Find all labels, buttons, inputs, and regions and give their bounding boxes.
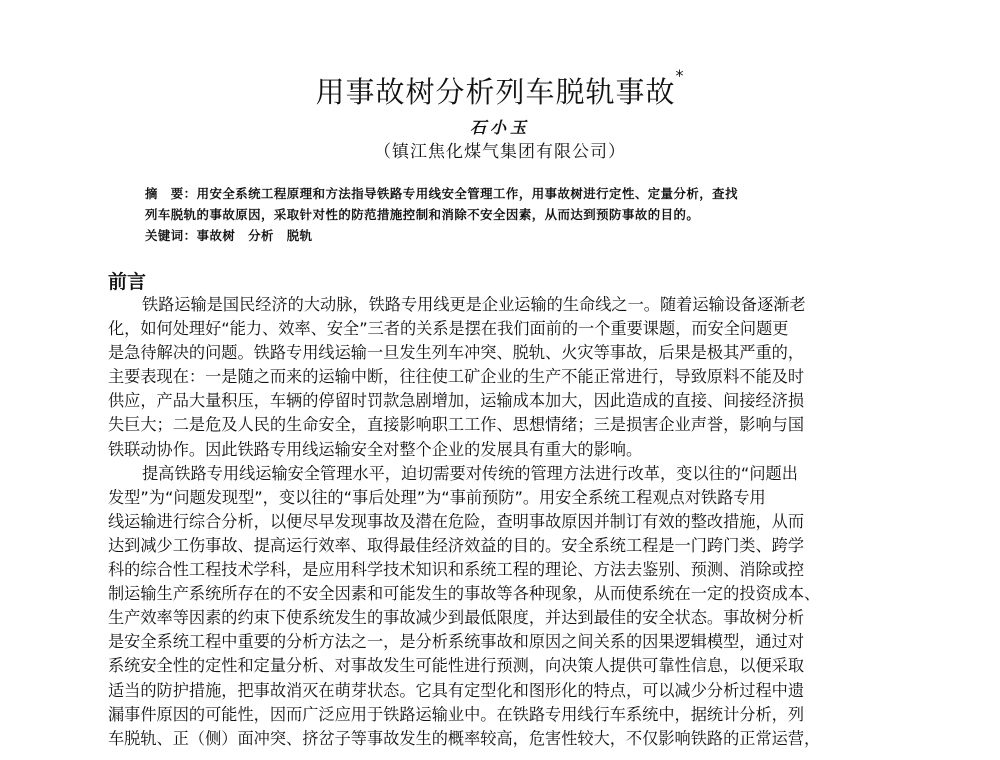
body-line: 线运输进行综合分析，以便尽早发现事故及潜在危险，查明事故原因并制订有效的整改措施，从而: [108, 511, 805, 531]
author-name: 石小玉: [469, 118, 530, 137]
abstract-line: [145, 183, 865, 204]
body-line: 主要表现在：一是随之而来的运输中断，往往使工矿企业的生产不能正常进行，导致原料不能及时: [108, 367, 805, 387]
body-line: 达到减少工伤事故、提高运行效率、取得最佳经济效益的目的。安全系统工程是一门跨门类、跨学: [108, 535, 805, 555]
keywords-line: [145, 225, 865, 246]
body-line: 铁联动协作。因此铁路专用线运输安全对整个企业的发展具有重大的影响。: [108, 439, 643, 459]
body-line: 漏事件原因的可能性，因而广泛应用于铁路运输业中。在铁路专用线行车系统中，据统计分析，列: [108, 704, 805, 724]
body-line: 适当的防护措施，把事故消灭在萌芽状态。它具有定型化和图形化的特点，可以减少分析过程中遗: [108, 680, 805, 700]
paper-title: [0, 66, 1000, 111]
abstract-block: [145, 183, 865, 246]
body-line: 提高铁路专用线运输安全管理水平，迫切需要对传统的管理方法进行改革，变以往的“问题出: [142, 463, 798, 483]
body-line: 铁路运输是国民经济的大动脉，铁路专用线更是企业运输的生命线之一。随着运输设备逐渐老: [142, 295, 806, 314]
body-line: 车脱轨、正（侧）面冲突、挤岔子等事故发生的概率较高，危害性较大，不仅影响铁路的正常运营，: [108, 728, 821, 748]
author-affiliation: （镇江焦化煤气集团有限公司）: [374, 142, 626, 162]
body-line: 供应，产品大量积压，车辆的停留时罚款急剧增加，运输成本加大，因此造成的直接、间接经济损: [108, 391, 805, 411]
body-text: [108, 293, 898, 751]
body-line: 系统安全性的定性和定量分析、对事故发生可能性进行预测，向决策人提供可靠性信息，以便采取: [108, 656, 805, 676]
body-line: 是急待解决的问题。铁路专用线运输一旦发生列车冲突、脱轨、火灾等事故，后果是极其严重的，: [108, 343, 805, 363]
body-line: 科的综合性工程技术学科，是应用科学技术知识和系统工程的理论、方法去鉴别、预测、消除或控: [108, 560, 805, 580]
body-line: 化，如何处理好“能力、效率、安全”三者的关系是摆在我们面前的一个重要课题，而安全问题更: [108, 319, 789, 339]
body-line: 发型”为“问题发现型”，变以往的“事后处理”为“事前预防”。用安全系统工程观点对铁路专用: [108, 487, 766, 507]
body-line: 是安全系统工程中重要的分析方法之一，是分析系统事故和原因之间关系的因果逻辑模型，通过对: [108, 632, 805, 652]
keywords-label: 关键词：: [145, 228, 197, 243]
body-line: 失巨大；二是危及人民的生命安全，直接影响职工工作、思想情绪；三是损害企业声誉，影响与国: [108, 415, 805, 435]
abstract-label: 摘 要：: [145, 186, 197, 201]
keywords-text: 事故树 分析 脱轨: [196, 228, 313, 243]
title-footnote-mark: *: [675, 66, 685, 85]
paper-title-text: 用事故树分析列车脱轨事故: [315, 75, 676, 109]
abstract-text: 用安全系统工程原理和方法指导铁路专用线安全管理工作，用事故树进行定性、定量分析，查找: [196, 186, 738, 201]
body-line: 生产效率等因素的约束下使系统发生的事故减少到最低限度，并达到最佳的安全状态。事故树分析: [108, 608, 805, 628]
section-heading: 前言: [108, 271, 147, 293]
body-line: 制运输生产系统所存在的不安全因素和可能发生的事故等各种现象，从而使系统在一定的投资成本、: [108, 584, 821, 604]
abstract-line: 列车脱轨的事故原因，采取针对性的防范措施控制和消除不安全因素，从而达到预防事故的目的。: [145, 207, 700, 222]
